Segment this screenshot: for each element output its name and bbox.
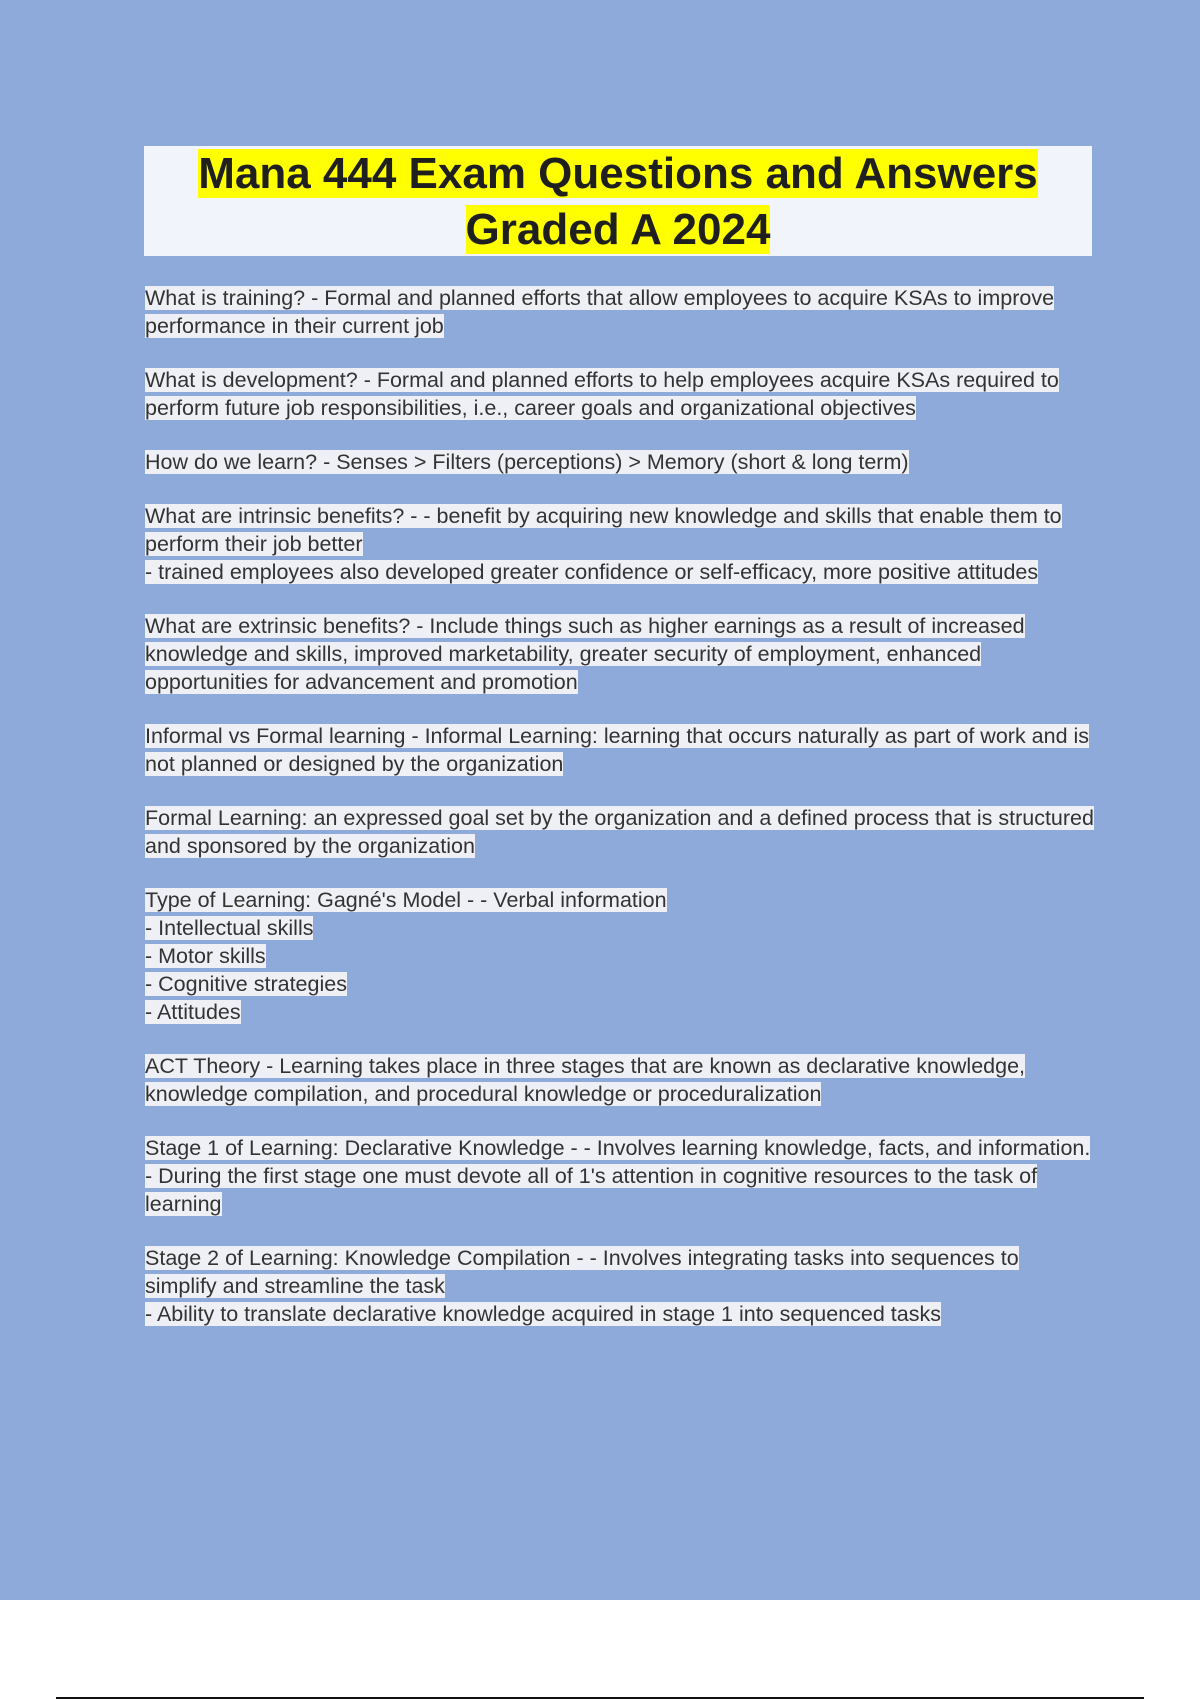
qa-entry [145, 448, 1095, 476]
qa-text: Formal Learning: an expressed goal set by the organization and a defined process that is structured and sponsored by the organization [145, 806, 1094, 858]
qa-text: Stage 1 of Learning: Declarative Knowledge - - Involves learning knowledge, facts, and information. [145, 1136, 1091, 1160]
qa-text: - Intellectual skills [145, 916, 314, 940]
qa-text: - During the first stage one must devote all of 1's attention in cognitive resources to the task of learning [145, 1164, 1038, 1216]
qa-text: What are intrinsic benefits? - - benefit by acquiring new knowledge and skills that enable them to perform their job better [145, 504, 1062, 556]
qa-text: ACT Theory - Learning takes place in three stages that are known as declarative knowledge, knowledge compilation, and procedural knowledge or proceduralization [145, 1054, 1026, 1106]
qa-list [145, 284, 1095, 1354]
qa-entry [145, 366, 1095, 422]
qa-text: How do we learn? - Senses > Filters (perceptions) > Memory (short & long term) [145, 450, 909, 474]
qa-text: What are extrinsic benefits? - Include things such as higher earnings as a result of increased knowledge and skills, improved marketability, greater security of employment, enhanced opportunities for advancement and promotion [145, 614, 1025, 694]
qa-text: - trained employees also developed greater confidence or self-efficacy, more positive attitudes [145, 560, 1039, 584]
title-line-2: Graded A 2024 [465, 205, 771, 254]
qa-text: - Motor skills [145, 944, 266, 968]
qa-text: What is development? - Formal and planned efforts to help employees acquire KSAs required to perform future job responsibilities, i.e., career goals and organizational objectives [145, 368, 1059, 420]
qa-entry [145, 886, 1095, 1026]
qa-entry [145, 804, 1095, 860]
qa-text: What is training? - Formal and planned efforts that allow employees to acquire KSAs to improve performance in their current job [145, 286, 1055, 338]
qa-text: - Attitudes [145, 1000, 241, 1024]
qa-text: Type of Learning: Gagné's Model - - Verbal information [145, 888, 667, 912]
qa-text: - Cognitive strategies [145, 972, 347, 996]
qa-entry [145, 612, 1095, 696]
qa-text: Informal vs Formal learning - Informal Learning: learning that occurs naturally as part of work and is not planned or designed by the organization [145, 724, 1090, 776]
title-line-1: Mana 444 Exam Questions and Answers [198, 149, 1038, 198]
qa-entry [145, 722, 1095, 778]
document-title [144, 146, 1092, 256]
qa-entry [145, 1052, 1095, 1108]
qa-entry [145, 1134, 1095, 1218]
qa-entry [145, 284, 1095, 340]
qa-entry [145, 1244, 1095, 1328]
qa-text: Stage 2 of Learning: Knowledge Compilation - - Involves integrating tasks into sequences to simplify and streamline the task [145, 1246, 1019, 1298]
footer-divider [56, 1697, 1144, 1699]
qa-entry [145, 502, 1095, 586]
qa-text: - Ability to translate declarative knowledge acquired in stage 1 into sequenced tasks [145, 1302, 941, 1326]
